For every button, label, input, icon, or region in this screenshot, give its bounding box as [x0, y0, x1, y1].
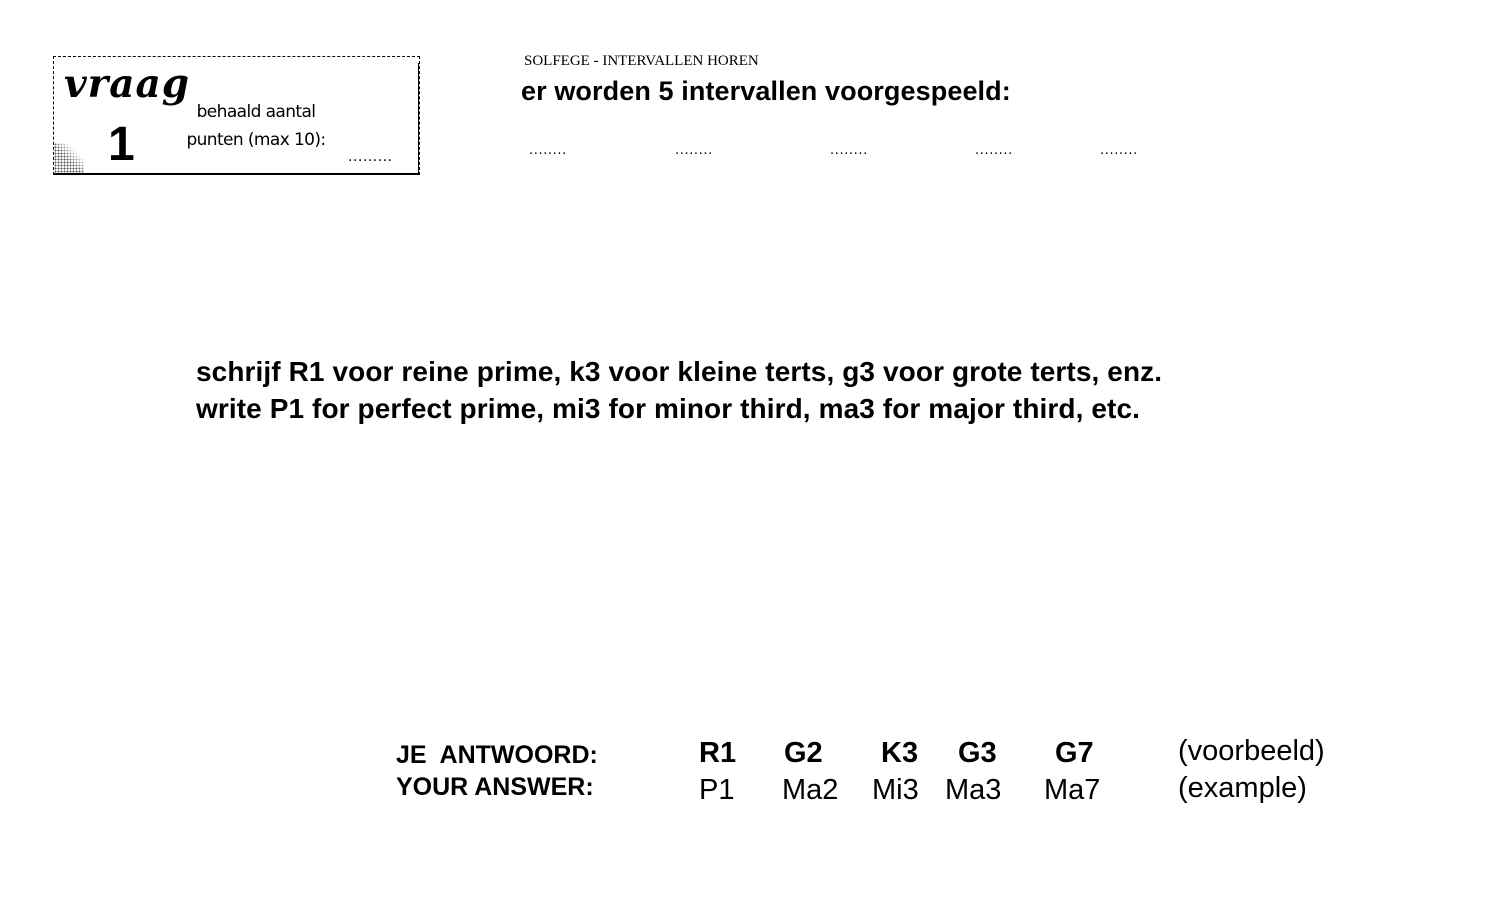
answer-blank-4[interactable]: ........ — [975, 143, 1013, 158]
question-box — [53, 56, 420, 175]
question-number: 1 — [108, 118, 135, 171]
example-english-5: Ma7 — [1044, 774, 1101, 806]
question-headline: er worden 5 intervallen voorgespeeld: — [521, 76, 1011, 106]
example-dutch-3: K3 — [881, 737, 919, 769]
subject-title: SOLFEGE - INTERVALLEN HOREN — [524, 53, 759, 69]
answer-label-dutch: JE ANTWOORD: — [396, 741, 598, 769]
answer-blank-2[interactable]: ........ — [675, 143, 713, 158]
answer-blank-1[interactable]: ........ — [529, 143, 567, 158]
instruction-english: write P1 for perfect prime, mi3 for minor third, ma3 for major third, etc. — [196, 393, 1141, 424]
example-english-3: Mi3 — [872, 774, 919, 806]
example-dutch-5: G7 — [1055, 737, 1094, 769]
question-box-border — [418, 63, 420, 175]
question-word: vraag — [64, 61, 191, 107]
example-dutch-2: G2 — [784, 737, 823, 769]
example-english-2: Ma2 — [782, 774, 839, 806]
answer-blank-3[interactable]: ........ — [830, 143, 868, 158]
example-dutch-1: R1 — [699, 737, 737, 769]
score-label: behaald aantal punten (max 10): — [186, 102, 326, 150]
example-tag-english: (example) — [1178, 772, 1307, 804]
example-english-4: Ma3 — [945, 774, 1002, 806]
example-dutch-4: G3 — [958, 737, 997, 769]
instruction-dutch: schrijf R1 voor reine prime, k3 voor kleine terts, g3 voor grote terts, enz. — [196, 356, 1163, 387]
score-blank[interactable]: ......... — [348, 149, 393, 165]
answer-blank-5[interactable]: ........ — [1100, 143, 1138, 158]
question-box-shading — [54, 143, 84, 173]
answer-label-english: YOUR ANSWER: — [396, 773, 594, 801]
example-english-1: P1 — [699, 774, 735, 806]
example-tag-dutch: (voorbeeld) — [1178, 735, 1325, 767]
